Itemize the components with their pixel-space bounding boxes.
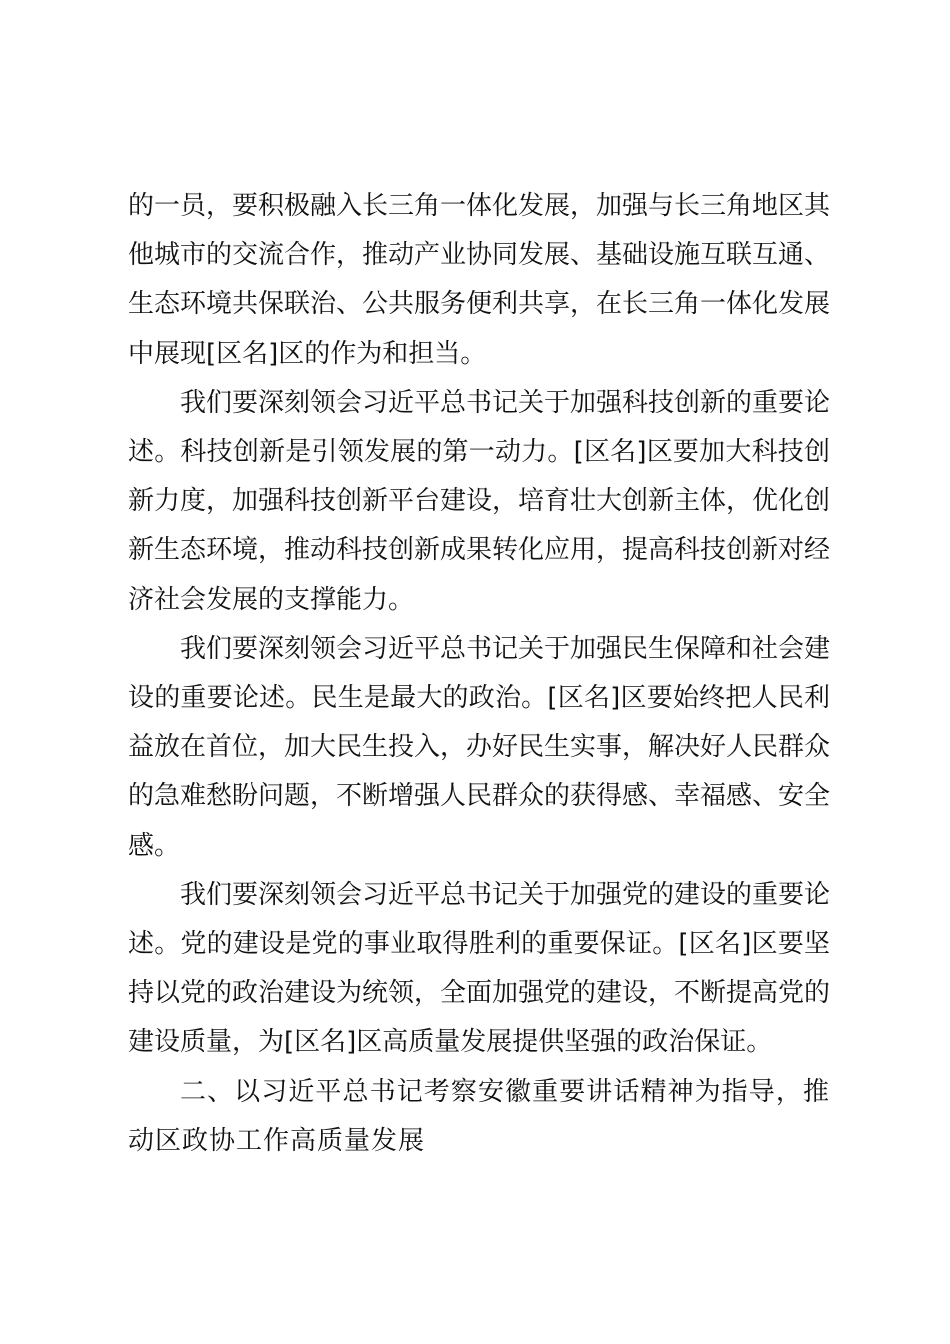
paragraph-continuation: 的一员，要积极融入长三角一体化发展，加强与长三角地区其他城市的交流合作，推动产业协同发展、基础设施互联互通、生态环境共保联治、公共服务便利共享，在长三角一体化发展中展现[区名]区的作为和担当。: [128, 191, 831, 369]
paragraph-technology-innovation: 我们要深刻领会习近平总书记关于加强科技创新的重要论述。科技创新是引领发展的第一动力。[区名]区要加大科技创新力度，加强科技创新平台建设，培育壮大创新主体，优化创新生态环境，推动科技创新成果转化应用，提高科技创新对经济社会发展的支撑能力。: [128, 387, 831, 615]
paragraph-party-building: 我们要深刻领会习近平总书记关于加强党的建设的重要论述。党的建设是党的事业取得胜利的重要保证。[区名]区要坚持以党的政治建设为统领，全面加强党的建设，不断提高党的建设质量，为[区名]区高质量发展提供坚强的政治保证。: [128, 879, 831, 1058]
paragraph-livelihood: 我们要深刻领会习近平总书记关于加强民生保障和社会建设的重要论述。民生是最大的政治。[区名]区要始终把人民利益放在首位，加大民生投入，办好民生实事，解决好人民群众的急难愁盼问题，不断增强人民群众的获得感、幸福感、安全感。: [128, 633, 831, 861]
document-body: [128, 182, 830, 1166]
section-heading: 二、以习近平总书记考察安徽重要讲话精神为指导，推动区政协工作高质量发展: [128, 1076, 830, 1156]
